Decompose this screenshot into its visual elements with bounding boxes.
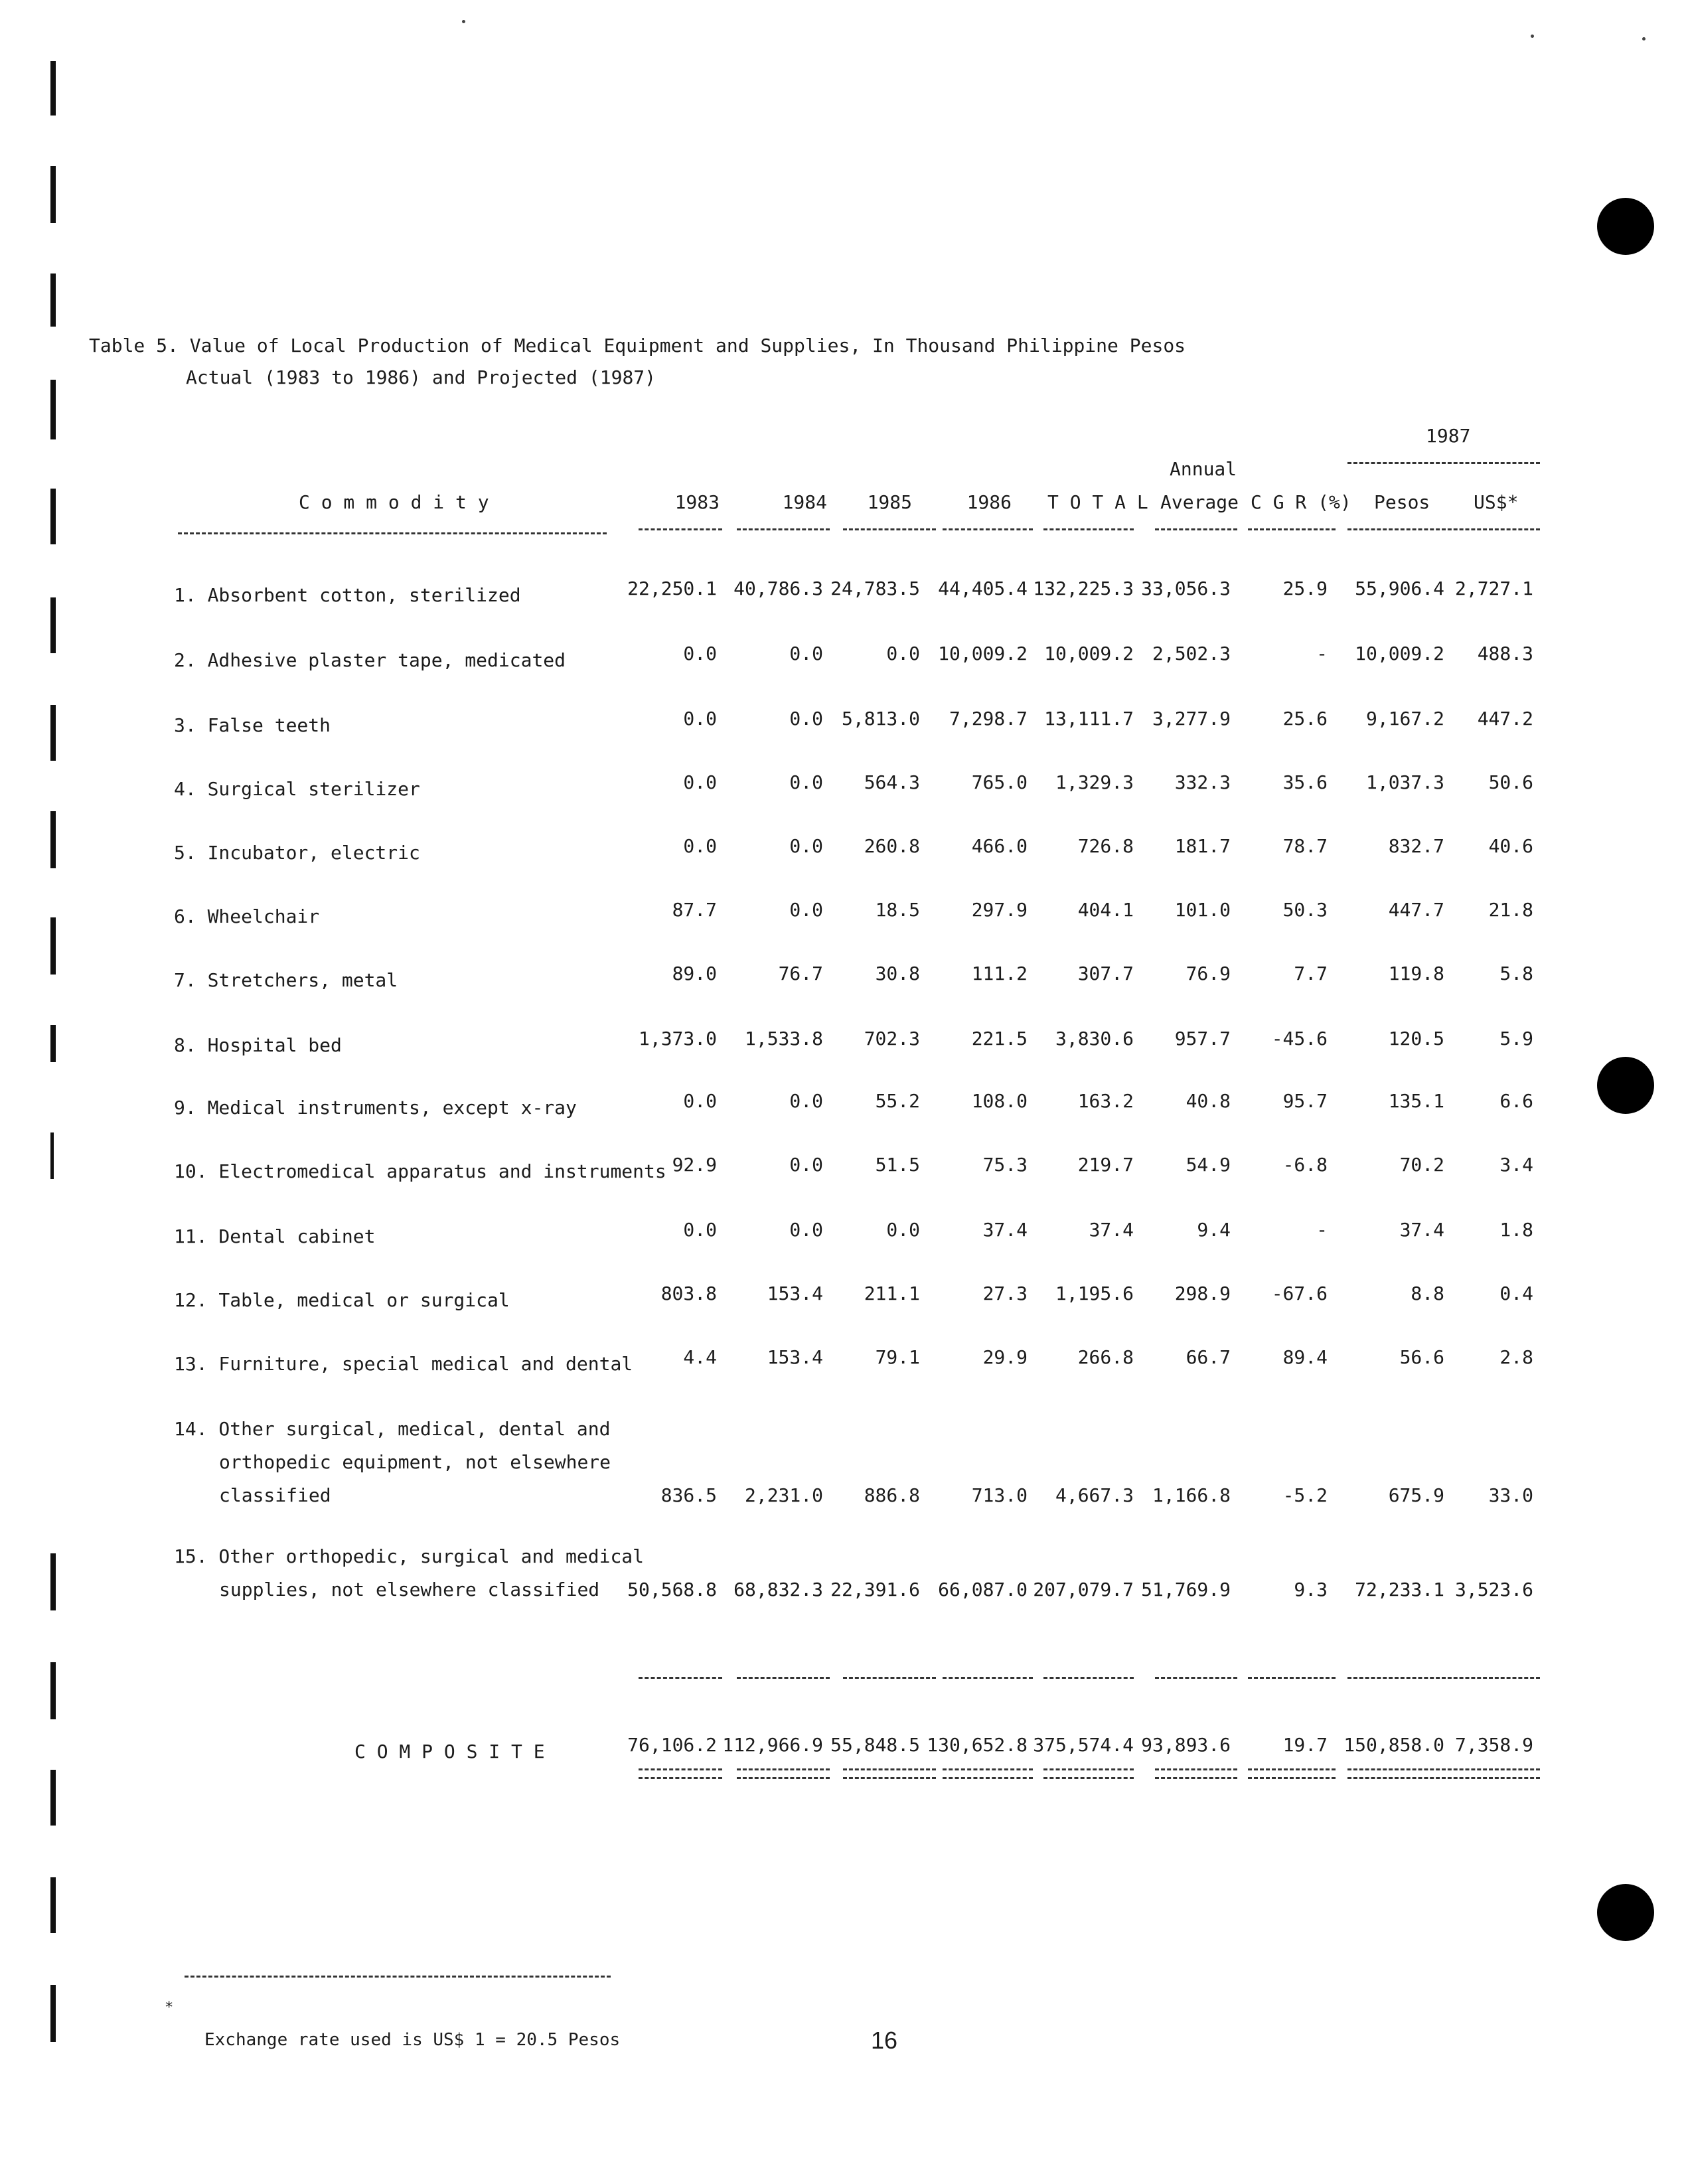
value-1985: 564.3 [864, 771, 920, 793]
header-1986: 1986 [966, 491, 1012, 513]
value-annual-average: 101.0 [1174, 899, 1231, 921]
value-1987-usd: 33.0 [1488, 1484, 1533, 1506]
value-1987-pesos: 832.7 [1388, 835, 1444, 857]
value-1984: 0.0 [789, 771, 823, 793]
value-cgr: -67.6 [1271, 1283, 1328, 1304]
binding-mark [50, 917, 56, 975]
value-1985: 79.1 [875, 1346, 920, 1368]
header-usd: US$* [1474, 491, 1519, 513]
value-1986: 75.3 [982, 1154, 1028, 1176]
value-1987-pesos: 37.4 [1399, 1219, 1444, 1241]
binding-mark [50, 811, 56, 868]
value-1987-usd: 1.8 [1499, 1219, 1533, 1241]
footnote-mark: * [165, 1999, 174, 2016]
value-total: 1,329.3 [1055, 771, 1134, 793]
composite-label: C O M P O S I T E [354, 1741, 545, 1762]
binding-mark [50, 380, 56, 439]
value-total: 726.8 [1077, 835, 1134, 857]
value-annual-average: 33,056.3 [1141, 578, 1231, 599]
value-1987-usd: 21.8 [1488, 899, 1533, 921]
composite-double-rule [1248, 1768, 1336, 1779]
value-1987-usd: 3,523.6 [1454, 1579, 1533, 1600]
commodity-label: 3. False teeth [174, 714, 331, 736]
value-total: 1,195.6 [1055, 1283, 1134, 1304]
value-1987-usd: 488.3 [1477, 643, 1533, 664]
value-1987-usd: 3.4 [1499, 1154, 1533, 1176]
header-rule [737, 528, 830, 530]
value-1984: 2,231.0 [744, 1484, 823, 1506]
value-1987-pesos: 135.1 [1388, 1090, 1444, 1112]
value-annual-average: 51,769.9 [1141, 1579, 1231, 1600]
composite-rule [843, 1677, 936, 1679]
value-cgr: 25.6 [1282, 708, 1328, 730]
value-total: 219.7 [1077, 1154, 1134, 1176]
value-1986: 713.0 [971, 1484, 1028, 1506]
scan-speck [1531, 35, 1534, 38]
value-1984: 0.0 [789, 643, 823, 664]
binding-mark [50, 273, 56, 327]
value-annual-average: 76.9 [1186, 963, 1231, 984]
header-rule [1347, 528, 1540, 530]
value-1985: 0.0 [886, 643, 920, 664]
value-1984: 153.4 [767, 1283, 823, 1304]
value-cgr: 95.7 [1282, 1090, 1328, 1112]
value-1983: 0.0 [683, 835, 717, 857]
value-1984: 0.0 [789, 1154, 823, 1176]
value-1987-usd: 0.4 [1499, 1283, 1533, 1304]
value-1985: 24,783.5 [830, 578, 920, 599]
value-1987-pesos: 8.8 [1411, 1283, 1444, 1304]
value-annual-average: 957.7 [1174, 1028, 1231, 1050]
value-1987-usd: 50.6 [1488, 771, 1533, 793]
value-1987-pesos: 72,233.1 [1355, 1579, 1444, 1600]
value-1985: 0.0 [886, 1219, 920, 1241]
value-1986: 29.9 [982, 1346, 1028, 1368]
header-average: Average [1160, 491, 1239, 513]
scan-speck [1642, 37, 1646, 40]
commodity-label: 2. Adhesive plaster tape, medicated [174, 649, 566, 671]
footnote-rule [185, 1976, 611, 1978]
value-1983: 0.0 [683, 1090, 717, 1112]
composite-value-1983: 76,106.2 [627, 1734, 717, 1756]
table-title-line-2: Actual (1983 to 1986) and Projected (1987) [186, 366, 656, 388]
header-pesos: Pesos [1374, 491, 1430, 513]
value-1986: 66,087.0 [938, 1579, 1028, 1600]
composite-double-rule [737, 1768, 830, 1779]
header-rule [178, 532, 607, 534]
composite-rule [639, 1677, 722, 1679]
value-1987-pesos: 1,037.3 [1365, 771, 1444, 793]
value-1984: 0.0 [789, 1090, 823, 1112]
scan-speck [462, 20, 465, 23]
value-1987-pesos: 119.8 [1388, 963, 1444, 984]
commodity-label: 9. Medical instruments, except x-ray [174, 1097, 577, 1119]
binding-mark [50, 1553, 56, 1610]
composite-value-1985: 55,848.5 [830, 1734, 920, 1756]
value-total: 266.8 [1077, 1346, 1134, 1368]
value-1986: 111.2 [971, 963, 1028, 984]
value-annual-average: 332.3 [1174, 771, 1231, 793]
value-cgr: - [1316, 643, 1328, 664]
commodity-label: 4. Surgical sterilizer [174, 778, 420, 800]
value-1983: 0.0 [683, 771, 717, 793]
value-annual-average: 9.4 [1197, 1219, 1231, 1241]
value-total: 132,225.3 [1033, 578, 1134, 599]
commodity-label: 11. Dental cabinet [174, 1225, 376, 1247]
value-1984: 0.0 [789, 835, 823, 857]
value-1984: 0.0 [789, 1219, 823, 1241]
value-cgr: 35.6 [1282, 771, 1328, 793]
value-total: 404.1 [1077, 899, 1134, 921]
value-1987-pesos: 675.9 [1388, 1484, 1444, 1506]
value-1985: 211.1 [864, 1283, 920, 1304]
footnote-text: Exchange rate used is US$ 1 = 20.5 Pesos [204, 2030, 621, 2050]
value-1986: 221.5 [971, 1028, 1028, 1050]
header-annual: Annual [1170, 458, 1237, 480]
value-1986: 297.9 [971, 899, 1028, 921]
binding-mark [50, 1662, 56, 1719]
value-1985: 55.2 [875, 1090, 920, 1112]
binding-mark [50, 597, 56, 653]
value-1983: 1,373.0 [638, 1028, 717, 1050]
value-1985: 886.8 [864, 1484, 920, 1506]
binding-mark [50, 1985, 56, 2042]
binding-mark [50, 1877, 56, 1933]
value-total: 163.2 [1077, 1090, 1134, 1112]
commodity-label: 14. Other surgical, medical, dental and [174, 1418, 611, 1440]
commodity-label: 15. Other orthopedic, surgical and medical [174, 1545, 645, 1567]
value-annual-average: 3,277.9 [1152, 708, 1231, 730]
header-rule [1248, 528, 1336, 530]
commodity-label: classified [219, 1484, 331, 1506]
value-1986: 765.0 [971, 771, 1028, 793]
value-1985: 30.8 [875, 963, 920, 984]
value-1983: 50,568.8 [627, 1579, 717, 1600]
value-1983: 803.8 [660, 1283, 717, 1304]
binding-mark [50, 489, 56, 544]
value-1987-pesos: 120.5 [1388, 1028, 1444, 1050]
value-total: 207,079.7 [1033, 1579, 1134, 1600]
punch-hole [1597, 1884, 1654, 1941]
value-annual-average: 66.7 [1186, 1346, 1231, 1368]
composite-rule [737, 1677, 830, 1679]
composite-value-1987-usd: 7,358.9 [1454, 1734, 1533, 1756]
value-1986: 27.3 [982, 1283, 1028, 1304]
value-cgr: 78.7 [1282, 835, 1328, 857]
value-1987-usd: 5.9 [1499, 1028, 1533, 1050]
value-total: 307.7 [1077, 963, 1134, 984]
header-rule [639, 528, 722, 530]
value-1985: 5,813.0 [841, 708, 920, 730]
value-cgr: -6.8 [1282, 1154, 1328, 1176]
composite-double-rule [943, 1768, 1033, 1779]
commodity-label: 7. Stretchers, metal [174, 969, 398, 991]
commodity-label: 12. Table, medical or surgical [174, 1289, 510, 1311]
value-1986: 466.0 [971, 835, 1028, 857]
header-commodity: C o m m o d i t y [299, 491, 489, 513]
header-1985: 1985 [867, 491, 912, 513]
value-total: 37.4 [1089, 1219, 1134, 1241]
value-1985: 51.5 [875, 1154, 920, 1176]
value-1987-usd: 5.8 [1499, 963, 1533, 984]
value-1987-pesos: 70.2 [1399, 1154, 1444, 1176]
value-1983: 0.0 [683, 643, 717, 664]
composite-value-annual-average: 93,893.6 [1141, 1734, 1231, 1756]
punch-hole [1597, 1057, 1654, 1114]
value-cgr: - [1316, 1219, 1328, 1241]
value-1985: 260.8 [864, 835, 920, 857]
binding-mark [50, 705, 56, 761]
binding-mark [50, 166, 56, 223]
header-total: T O T A L [1047, 491, 1148, 513]
value-1987-pesos: 447.7 [1388, 899, 1444, 921]
value-1987-usd: 40.6 [1488, 835, 1533, 857]
value-1984: 0.0 [789, 708, 823, 730]
binding-mark [50, 1025, 56, 1062]
value-1987-usd: 6.6 [1499, 1090, 1533, 1112]
value-1984: 1,533.8 [744, 1028, 823, 1050]
header-cgr: C G R (%) [1251, 491, 1351, 513]
composite-double-rule [639, 1768, 722, 1779]
composite-double-rule [1155, 1768, 1237, 1779]
value-1985: 18.5 [875, 899, 920, 921]
value-annual-average: 54.9 [1186, 1154, 1231, 1176]
value-1983: 836.5 [660, 1484, 717, 1506]
value-1983: 92.9 [672, 1154, 717, 1176]
commodity-label: 13. Furniture, special medical and dental [174, 1353, 633, 1375]
page-number: 16 [871, 2027, 898, 2054]
value-1986: 10,009.2 [938, 643, 1028, 664]
value-total: 3,830.6 [1055, 1028, 1134, 1050]
composite-value-1984: 112,966.9 [722, 1734, 823, 1756]
value-cgr: -5.2 [1282, 1484, 1328, 1506]
composite-value-cgr: 19.7 [1282, 1734, 1328, 1756]
composite-double-rule [843, 1768, 936, 1779]
table-title-line-1: Table 5. Value of Local Production of Medical Equipment and Supplies, In Thousand Philippine Pesos [89, 335, 1186, 356]
composite-rule [1043, 1677, 1134, 1679]
header-1984: 1984 [782, 491, 827, 513]
commodity-label: orthopedic equipment, not elsewhere [219, 1451, 611, 1473]
value-1983: 4.4 [683, 1346, 717, 1368]
binding-mark [50, 61, 56, 116]
header-rule [1043, 528, 1134, 530]
composite-rule [1347, 1677, 1540, 1679]
value-1986: 44,405.4 [938, 578, 1028, 599]
value-1984: 68,832.3 [733, 1579, 823, 1600]
value-cgr: 50.3 [1282, 899, 1328, 921]
value-1985: 702.3 [864, 1028, 920, 1050]
header-rule [943, 528, 1033, 530]
value-1984: 0.0 [789, 899, 823, 921]
value-cgr: 9.3 [1294, 1579, 1328, 1600]
composite-double-rule [1347, 1768, 1540, 1779]
value-annual-average: 40.8 [1186, 1090, 1231, 1112]
header-rule [1155, 528, 1237, 530]
value-1983: 89.0 [672, 963, 717, 984]
value-cgr: 7.7 [1294, 963, 1328, 984]
value-1983: 87.7 [672, 899, 717, 921]
value-1985: 22,391.6 [830, 1579, 920, 1600]
value-1984: 40,786.3 [733, 578, 823, 599]
value-1983: 22,250.1 [627, 578, 717, 599]
value-1986: 7,298.7 [949, 708, 1028, 730]
commodity-label: 8. Hospital bed [174, 1034, 342, 1056]
value-annual-average: 298.9 [1174, 1283, 1231, 1304]
value-1987-pesos: 55,906.4 [1355, 578, 1444, 599]
punch-hole [1597, 198, 1654, 255]
header-1987-rule [1347, 462, 1540, 464]
header-1983: 1983 [674, 491, 720, 513]
value-1987-pesos: 56.6 [1399, 1346, 1444, 1368]
header-1987-group: 1987 [1426, 425, 1471, 447]
value-cgr: 25.9 [1282, 578, 1328, 599]
value-1986: 37.4 [982, 1219, 1028, 1241]
value-cgr: 89.4 [1282, 1346, 1328, 1368]
value-1986: 108.0 [971, 1090, 1028, 1112]
composite-value-total: 375,574.4 [1033, 1734, 1134, 1756]
commodity-label: 5. Incubator, electric [174, 842, 420, 864]
composite-double-rule [1043, 1768, 1134, 1779]
value-1983: 0.0 [683, 1219, 717, 1241]
value-1987-usd: 2.8 [1499, 1346, 1533, 1368]
value-1984: 76.7 [778, 963, 823, 984]
composite-rule [943, 1677, 1033, 1679]
value-total: 13,111.7 [1044, 708, 1134, 730]
value-1984: 153.4 [767, 1346, 823, 1368]
composite-rule [1248, 1677, 1336, 1679]
commodity-label: 6. Wheelchair [174, 905, 320, 927]
binding-mark [50, 1132, 54, 1179]
value-1987-usd: 447.2 [1477, 708, 1533, 730]
binding-mark [50, 1770, 56, 1826]
commodity-label: supplies, not elsewhere classified [219, 1579, 600, 1600]
commodity-label: 10. Electromedical apparatus and instruments [174, 1160, 666, 1182]
value-total: 4,667.3 [1055, 1484, 1134, 1506]
composite-value-1987-pesos: 150,858.0 [1343, 1734, 1444, 1756]
value-total: 10,009.2 [1044, 643, 1134, 664]
value-annual-average: 1,166.8 [1152, 1484, 1231, 1506]
value-1983: 0.0 [683, 708, 717, 730]
value-annual-average: 2,502.3 [1152, 643, 1231, 664]
composite-rule [1155, 1677, 1237, 1679]
value-annual-average: 181.7 [1174, 835, 1231, 857]
value-cgr: -45.6 [1271, 1028, 1328, 1050]
value-1987-pesos: 10,009.2 [1355, 643, 1444, 664]
commodity-label: 1. Absorbent cotton, sterilized [174, 584, 521, 606]
value-1987-usd: 2,727.1 [1454, 578, 1533, 599]
composite-value-1986: 130,652.8 [927, 1734, 1028, 1756]
header-rule [843, 528, 936, 530]
value-1987-pesos: 9,167.2 [1365, 708, 1444, 730]
